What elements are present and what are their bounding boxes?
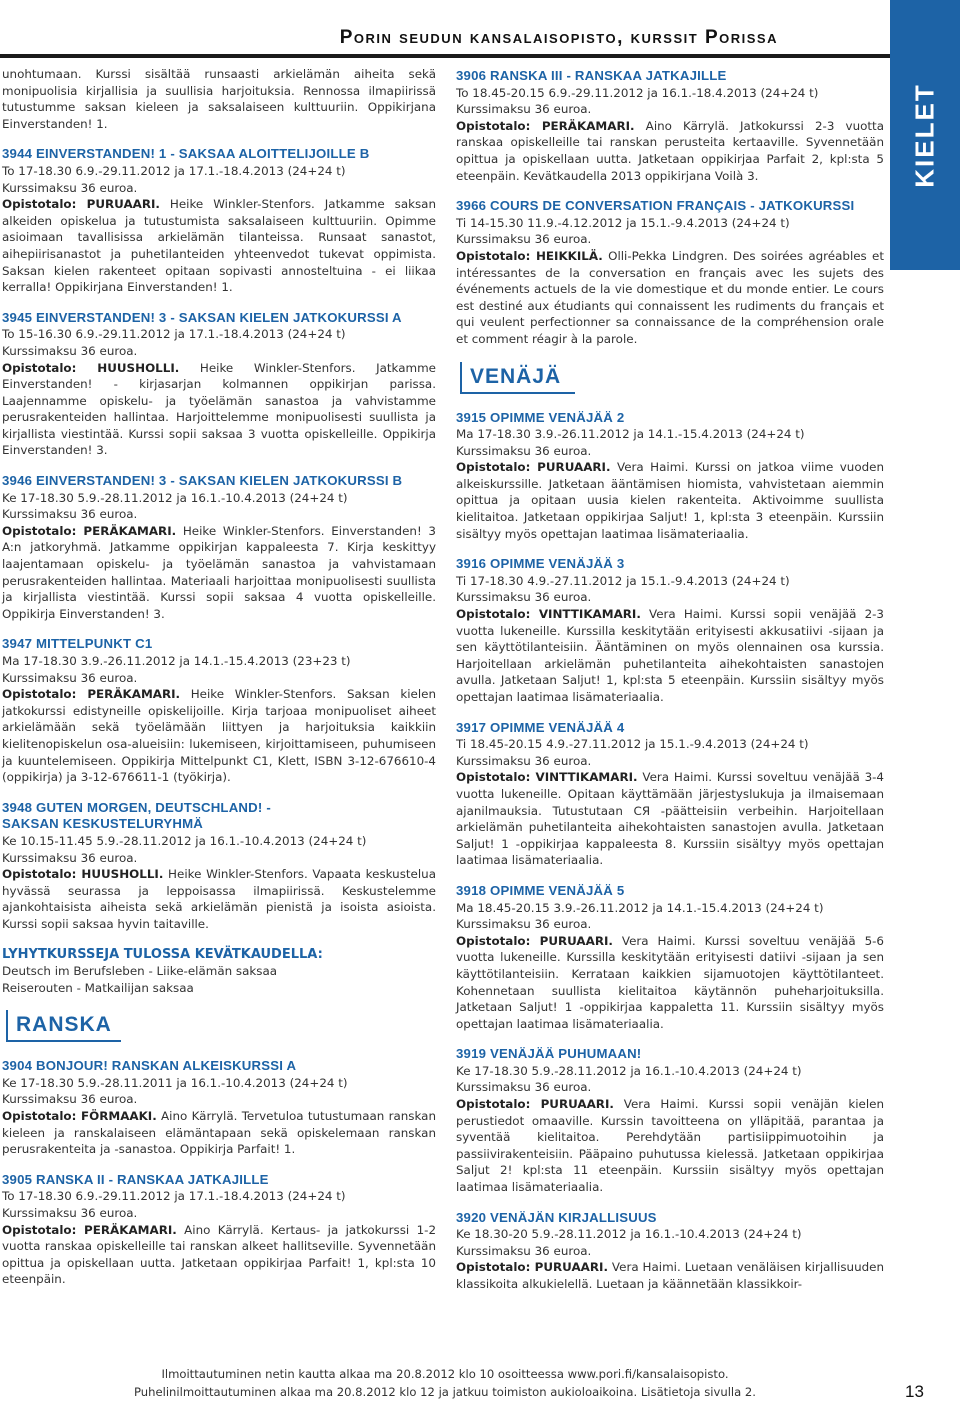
course-fee: Kurssimaksu 36 euroa. <box>2 670 138 685</box>
course-description <box>2 1108 436 1158</box>
footer <box>0 1365 890 1401</box>
course-schedule: Ke 18.30-20 5.9.-28.11.2012 ja 16.1.-10.4.2013 (24+24 t) <box>456 1227 802 1242</box>
course-schedule: To 18.45-20.15 6.9.-29.11.2012 ja 16.1.-18.4.2013 (24+24 t) <box>456 85 819 100</box>
course-schedule: Ma 17-18.30 3.9.-26.11.2012 ja 14.1.-15.4.2013 (24+24 t) <box>456 427 805 442</box>
short-courses-title: LYHYTKURSSEJA TULOSSA KEVÄTKAUDELLA: <box>2 946 323 962</box>
course-description <box>456 933 884 1033</box>
ranska-course-list <box>2 1058 436 1288</box>
section-heading-venaja: VENÄJÄ <box>460 362 575 394</box>
course-fee: Kurssimaksu 36 euroa. <box>2 1206 138 1221</box>
course-title: 3920 VENÄJÄN KIRJALLISUUS <box>456 1209 657 1225</box>
course-title: 3904 BONJOUR! RANSKAN ALKEISKURSSI A <box>2 1058 297 1074</box>
course-fee: Kurssimaksu 36 euroa. <box>456 232 592 247</box>
course-text: Heike Winkler-Stenfors. Vapaata keskustelua hyvässä seurassa ja leppoisassa ilmapiirissä. Keskustelemme ajankohtaisista aiheista sekä arkielämän pienistä ja isoista asioista. Kurssi sopii saksaa hyvin taitaville. <box>2 867 436 931</box>
course-description <box>456 248 884 348</box>
course-fee: Kurssimaksu 36 euroa. <box>456 443 592 458</box>
course-schedule: To 17-18.30 6.9.-29.11.2012 ja 17.1.-18.4.2013 (24+24 t) <box>2 163 346 178</box>
course-fee: Kurssimaksu 36 euroa. <box>2 1092 138 1107</box>
course-entry <box>2 473 436 622</box>
course-location: Opistotalo: VINTTIKAMARI. <box>456 607 641 622</box>
course-title: 3918 OPIMME VENÄJÄÄ 5 <box>456 882 625 898</box>
course-description <box>2 866 436 932</box>
section-heading-ranska: RANSKA <box>6 1010 121 1042</box>
course-location: Opistotalo: PURUAARI. <box>456 1260 608 1275</box>
course-entry <box>456 198 884 347</box>
venaja-course-list <box>456 410 884 1293</box>
course-entry <box>456 883 884 1032</box>
course-text: Olli-Pekka Lindgren. Des soirées agréables et intéressantes de la conversation en français avec les sujets des événements actuels de la vie domestique et du monde entier. Le cours est destiné aux étudiants qui connaissent les rudiments du français et qui veulent perfectionner sa connaissance de la compréhension orale et comment réagir à la parole. <box>456 248 884 346</box>
course-description <box>456 459 884 542</box>
course-description <box>2 523 436 623</box>
course-location: Opistotalo: PERÄKAMARI. <box>456 118 635 133</box>
course-text: Vera Haimi. Luetaan venäläisen kirjallisuuden klassikoita alkukielellä. Luetaan ja käännetään klassikkoir- <box>456 1260 884 1291</box>
course-description <box>456 1259 884 1292</box>
course-text: Aino Kärrylä. Jatkokurssi 2-3 vuotta ranskaa opiskelleille tai ranskan perusteita kertaaville. Syvennetään opittua ja opiskellaan uutta. Jatketaan oppikirjaa Parfait 2, kpl:sta 5 eteenpäin. Kevätkaudella 2013 oppikirjana Voilà 3. <box>456 118 884 183</box>
left-column <box>2 66 436 1302</box>
course-location: Opistotalo: PERÄKAMARI. <box>2 523 177 538</box>
course-title: 3946 EINVERSTANDEN! 3 - SAKSAN KIELEN JATKOKURSSI B <box>2 473 403 489</box>
course-schedule: Ti 18.45-20.15 4.9.-27.11.2012 ja 15.1.-9.4.2013 (24+24 t) <box>456 737 809 752</box>
page-number: 13 <box>905 1382 924 1401</box>
course-schedule: Ti 14-15.30 11.9.-4.12.2012 ja 15.1.-9.4.2013 (24+24 t) <box>456 215 790 230</box>
course-title: 3917 OPIMME VENÄJÄÄ 4 <box>456 719 625 735</box>
course-title: 3948 GUTEN MORGEN, DEUTSCHLAND! - <box>2 799 271 815</box>
course-title: 3966 COURS DE CONVERSATION FRANÇAIS - JATKOKURSSI <box>456 198 855 214</box>
course-description <box>2 196 436 296</box>
course-fee: Kurssimaksu 36 euroa. <box>456 1080 592 1095</box>
course-location: Opistotalo: PURUAARI. <box>2 197 160 212</box>
footer-line: Puhelinilmoittautuminen alkaa ma 20.8.2012 klo 12 ja jatkuu toimiston aukioloaikoina. Lisätietoja sivulla 2. <box>134 1385 756 1399</box>
short-courses <box>2 947 436 997</box>
course-entry <box>2 1172 436 1288</box>
course-title: 3945 EINVERSTANDEN! 3 - SAKSAN KIELEN JATKOKURSSI A <box>2 309 402 325</box>
course-title: 3947 MITTELPUNKT C1 <box>2 636 153 652</box>
course-text: Vera Haimi. Kurssi sopii venäjän kielen perustiedot omaaville. Kurssin tavoitteena on ylläpitää, parantaa ja syventää kielitaitoa. Perehdytään partisiippimuotoihin ja passiivirakenteisiin. Pääpaino puhutussa kielessä. Jatketaan oppikirjaa Saljut 2! kpl:sta 11 eteenpäin. Kurssiin sisältyy myös opettajan laatimaa lisämateriaalia. <box>456 1097 884 1195</box>
course-entry <box>456 1210 884 1293</box>
header-rule <box>0 54 890 58</box>
course-location: Opistotalo: PURUAARI. <box>456 933 613 948</box>
section-tab-label: KIELET <box>909 82 940 188</box>
course-fee: Kurssimaksu 36 euroa. <box>2 507 138 522</box>
course-fee: Kurssimaksu 36 euroa. <box>2 343 138 358</box>
course-fee: Kurssimaksu 36 euroa. <box>456 590 592 605</box>
course-entry <box>456 68 884 184</box>
course-schedule: Ma 18.45-20.15 3.9.-26.11.2012 ja 14.1.-15.4.2013 (24+24 t) <box>456 900 824 915</box>
course-text: Vera Haimi. Kurssi soveltuu venäjää 3-4 vuotta lukeneille. Opitaan käyttämään järjestyslukuja ja ilmaisemaan ajanilmauksia. Tutustutaan СЯ -päätteisiin verbeihin. Harjoitellaan arkielämän puhetilanteita aihekohtaisten sanastojen avulla. Jatketaan Saljut! 1 -oppikirjaa kappaleesta 8. Kurssiin sisältyy myös opettajan laatimaa lisämateriaalia. <box>456 770 884 868</box>
page-header-title: Porin seudun kansalaisopisto, kurssit Porissa <box>339 27 778 48</box>
course-text: Vera Haimi. Kurssi soveltuu venäjää 5-6 vuotta lukeneille. Kurssilla keskitytään erityisesti datiivi -sijaan ja sen käyttötilanteisiin. Kerrataan kaikkien sijamuotojen käyttötilanteet. Kohennetaan suullista kielitaitoa käytännön puheharjoituksilla. Jatketaan Saljut! 1 -oppikirjaa kappaletta 11. Kurssiin sisältyy myös opettajan laatimaa lisämateriaalia. <box>456 933 885 1031</box>
course-fee: Kurssimaksu 36 euroa. <box>456 1243 592 1258</box>
course-location: Opistotalo: HUUSHOLLI. <box>2 867 164 882</box>
course-location: Opistotalo: PERÄKAMARI. <box>2 1222 177 1237</box>
course-location: Opistotalo: PERÄKAMARI. <box>2 687 181 702</box>
course-location: Opistotalo: HEIKKILÄ. <box>456 248 603 263</box>
course-entry <box>456 1046 884 1195</box>
course-fee: Kurssimaksu 36 euroa. <box>456 917 592 932</box>
course-location: Opistotalo: HUUSHOLLI. <box>2 360 180 375</box>
course-entry <box>2 310 436 459</box>
course-text: Vera Haimi. Kurssi on jatkoa viime vuoden alkeiskurssille. Jatketaan ääntämisen hiomista, vahvistetaan aiemmin opittua ja opitaan uusia kielen rakenteita. Aktivoimme suullista kielitaitoa. Jatketaan oppikirjaa Saljut! 1, kpl:sta 3 eteenpäin. Kurssiin sisältyy myös opettajan laatimaa lisämateriaalia. <box>456 460 884 541</box>
course-text: Aino Kärrylä. Tervetuloa tutustumaan ranskan kieleen ja ranskalaiseen elämäntapaan sekä opiskelemaan ranskan perusrakenteita ja -sanastoa. Oppikirja Parfait! 1. <box>2 1109 436 1157</box>
course-title: 3905 RANSKA II - RANSKAA JATKAJILLE <box>2 1171 269 1187</box>
course-location: Opistotalo: VINTTIKAMARI. <box>456 770 638 785</box>
course-description <box>2 1222 436 1288</box>
course-description <box>456 769 884 869</box>
course-description <box>456 1096 884 1196</box>
course-schedule: To 17-18.30 6.9.-29.11.2012 ja 17.1.-18.4.2013 (24+24 t) <box>2 1189 346 1204</box>
left-course-list <box>2 146 436 932</box>
course-schedule: To 15-16.30 6.9.-29.11.2012 ja 17.1.-18.4.2013 (24+24 t) <box>2 327 346 342</box>
course-fee: Kurssimaksu 36 euroa. <box>2 180 138 195</box>
course-text: Heike Winkler-Stenfors. Jatkamme Einverstanden! - kirjasarjan kolmannen oppikirjan parissa. Laajennamme opiskelu- ja työelämän sanastoa ja vahvistamme perusrakenteiden hallintaa. Harjoittelemme monipuolisesti suullista ja kirjallista viestintää. Kurssi sopii saksaa 3 vuotta opiskelleille. Oppikirja Einverstanden! 3. <box>2 360 436 458</box>
course-schedule: Ti 17-18.30 4.9.-27.11.2012 ja 15.1.-9.4.2013 (24+24 t) <box>456 573 790 588</box>
course-entry <box>456 410 884 543</box>
course-fee: Kurssimaksu 36 euroa. <box>456 753 592 768</box>
course-title: 3944 EINVERSTANDEN! 1 - SAKSAA ALOITTELIJOILLE B <box>2 146 370 162</box>
course-title: 3916 OPIMME VENÄJÄÄ 3 <box>456 556 625 572</box>
course-location: Opistotalo: FÖRMAAKI. <box>2 1109 157 1124</box>
course-entry <box>456 720 884 869</box>
course-schedule: Ma 17-18.30 3.9.-26.11.2012 ja 14.1.-15.4.2013 (23+23 t) <box>2 654 351 668</box>
footer-line: Ilmoittautuminen netin kautta alkaa ma 20.8.2012 klo 10 osoitteessa www.pori.fi/kansalaisopisto. <box>161 1367 729 1381</box>
course-fee: Kurssimaksu 36 euroa. <box>456 102 592 117</box>
course-entry <box>2 800 436 933</box>
course-title: SAKSAN KESKUSTELURYHMÄ <box>2 816 204 832</box>
course-title: 3906 RANSKA III - RANSKAA JATKAJILLE <box>456 68 727 83</box>
course-schedule: Ke 17-18.30 5.9.-28.11.2012 ja 16.1.-10.4.2013 (24+24 t) <box>456 1063 802 1078</box>
course-schedule: Ke 17-18.30 5.9.-28.11.2011 ja 16.1.-10.4.2013 (24+24 t) <box>2 1075 348 1090</box>
course-text: Heike Winkler-Stenfors. Saksan kielen jatkokurssi edistyneille opiskelijoille. Kirja tarjoaa monipuoliset aiheet arkielämään sekä työelämään liittyen ja harjoituksia kaikkiin kielitenopiskelun osa-alueisiin: lukemiseen, kirjoittamiseen, puhumiseen ja kuuntelemiseen. Oppikirja Mittelpunkt C1, Klett, ISBN 3-12-676610-4 (oppikirja) ja 3-12-676611-1 (työkirja). <box>2 687 437 785</box>
course-entry <box>2 1058 436 1158</box>
course-schedule: Ke 10.15-11.45 5.9.-28.11.2012 ja 16.1.-10.4.2013 (24+24 t) <box>2 833 367 848</box>
course-text: Heike Winkler-Stenfors. Einverstanden! 3 A:n jatkoryhmä. Jatkamme oppikirjan kappaleesta 7. Kirja keskittyy laajentamaan opiskelu- ja työelämän sanastoa ja vahvistamaan perusrakenteiden hallintaa. Materiaali harjoittaa monipuolisesti suullista ja kirjallista viestintää. Kurssi sopii saksaa 4 vuotta opiskelleille. Oppikirja Einverstanden! 3. <box>2 523 436 621</box>
course-location: Opistotalo: PURUAARI. <box>456 460 611 475</box>
course-description <box>456 606 884 706</box>
short-course-item: Reiserouten - Matkailijan saksaa <box>2 980 194 995</box>
course-text: Vera Haimi. Kurssi sopii venäjää 2-3 vuotta lukeneille. Kurssilla keskitytään erityisesti akkusatiivi -sijaan ja sen käyttötilanteisiin. Ääntäminen on myös olennainen osa kurssia. Harjoitellaan arkielämän puhetilanteita aihekohtaisten sanastojen avulla. Jatketaan Saljut! 1, kpl:sta 5 eteenpäin. Kurssiin sisältyy myös opettajan laatimaa lisämateriaalia. <box>456 607 884 704</box>
course-entry <box>456 556 884 705</box>
course-entry <box>2 146 436 295</box>
right-course-list <box>456 68 884 348</box>
course-schedule: Ke 17-18.30 5.9.-28.11.2012 ja 16.1.-10.4.2013 (24+24 t) <box>2 490 348 505</box>
course-location: Opistotalo: PURUAARI. <box>456 1097 614 1112</box>
course-description <box>2 360 436 460</box>
section-tab <box>890 0 960 270</box>
course-text: Aino Kärrylä. Kertaus- ja jatkokurssi 1-2 vuotta ranskaa opiskelleille tai ranskan alkeet hallitseville. Syvennetään opittua ja opiskellaan uutta. Jatketaan oppikirjaa Parfait! 1, kpl:sta 10 eteenpäin. <box>2 1222 437 1287</box>
course-title: 3919 VENÄJÄÄ PUHUMAAN! <box>456 1046 642 1062</box>
course-fee: Kurssimaksu 36 euroa. <box>2 850 138 865</box>
course-description <box>456 118 884 184</box>
course-text: Heike Winkler-Stenfors. Jatkamme saksan alkeiden opiskelua ja tutustumista saksalaiseen kulttuuriin. Opimme asioimaan tavallisissa arkielämän tilanteissa. Runsaat sanastot, aihepiirisanastot ja puhetilanteiden yhteenvedot tukevat oppimista. Saksan kielen rakenteet opitaan sopivasti annosteltuina - ei liikaa kerralla! Oppikirjana Einverstanden! 1. <box>2 197 437 295</box>
course-description <box>2 686 436 786</box>
course-entry <box>2 636 436 785</box>
right-column <box>456 68 884 1307</box>
course-title: 3915 OPIMME VENÄJÄÄ 2 <box>456 409 625 425</box>
short-course-item: Deutsch im Berufsleben - Liike-elämän saksaa <box>2 964 278 979</box>
intro-paragraph: unohtumaan. Kurssi sisältää runsaasti arkielämän aiheita sekä monipuolisia kirjallisia ja suullisia harjoituksia. Rennossa ilmapiirissä tutustumme saksan kieleen ja saksalaiseen kulttuuriin. Oppikirjana Einverstanden! 1. <box>2 67 436 131</box>
